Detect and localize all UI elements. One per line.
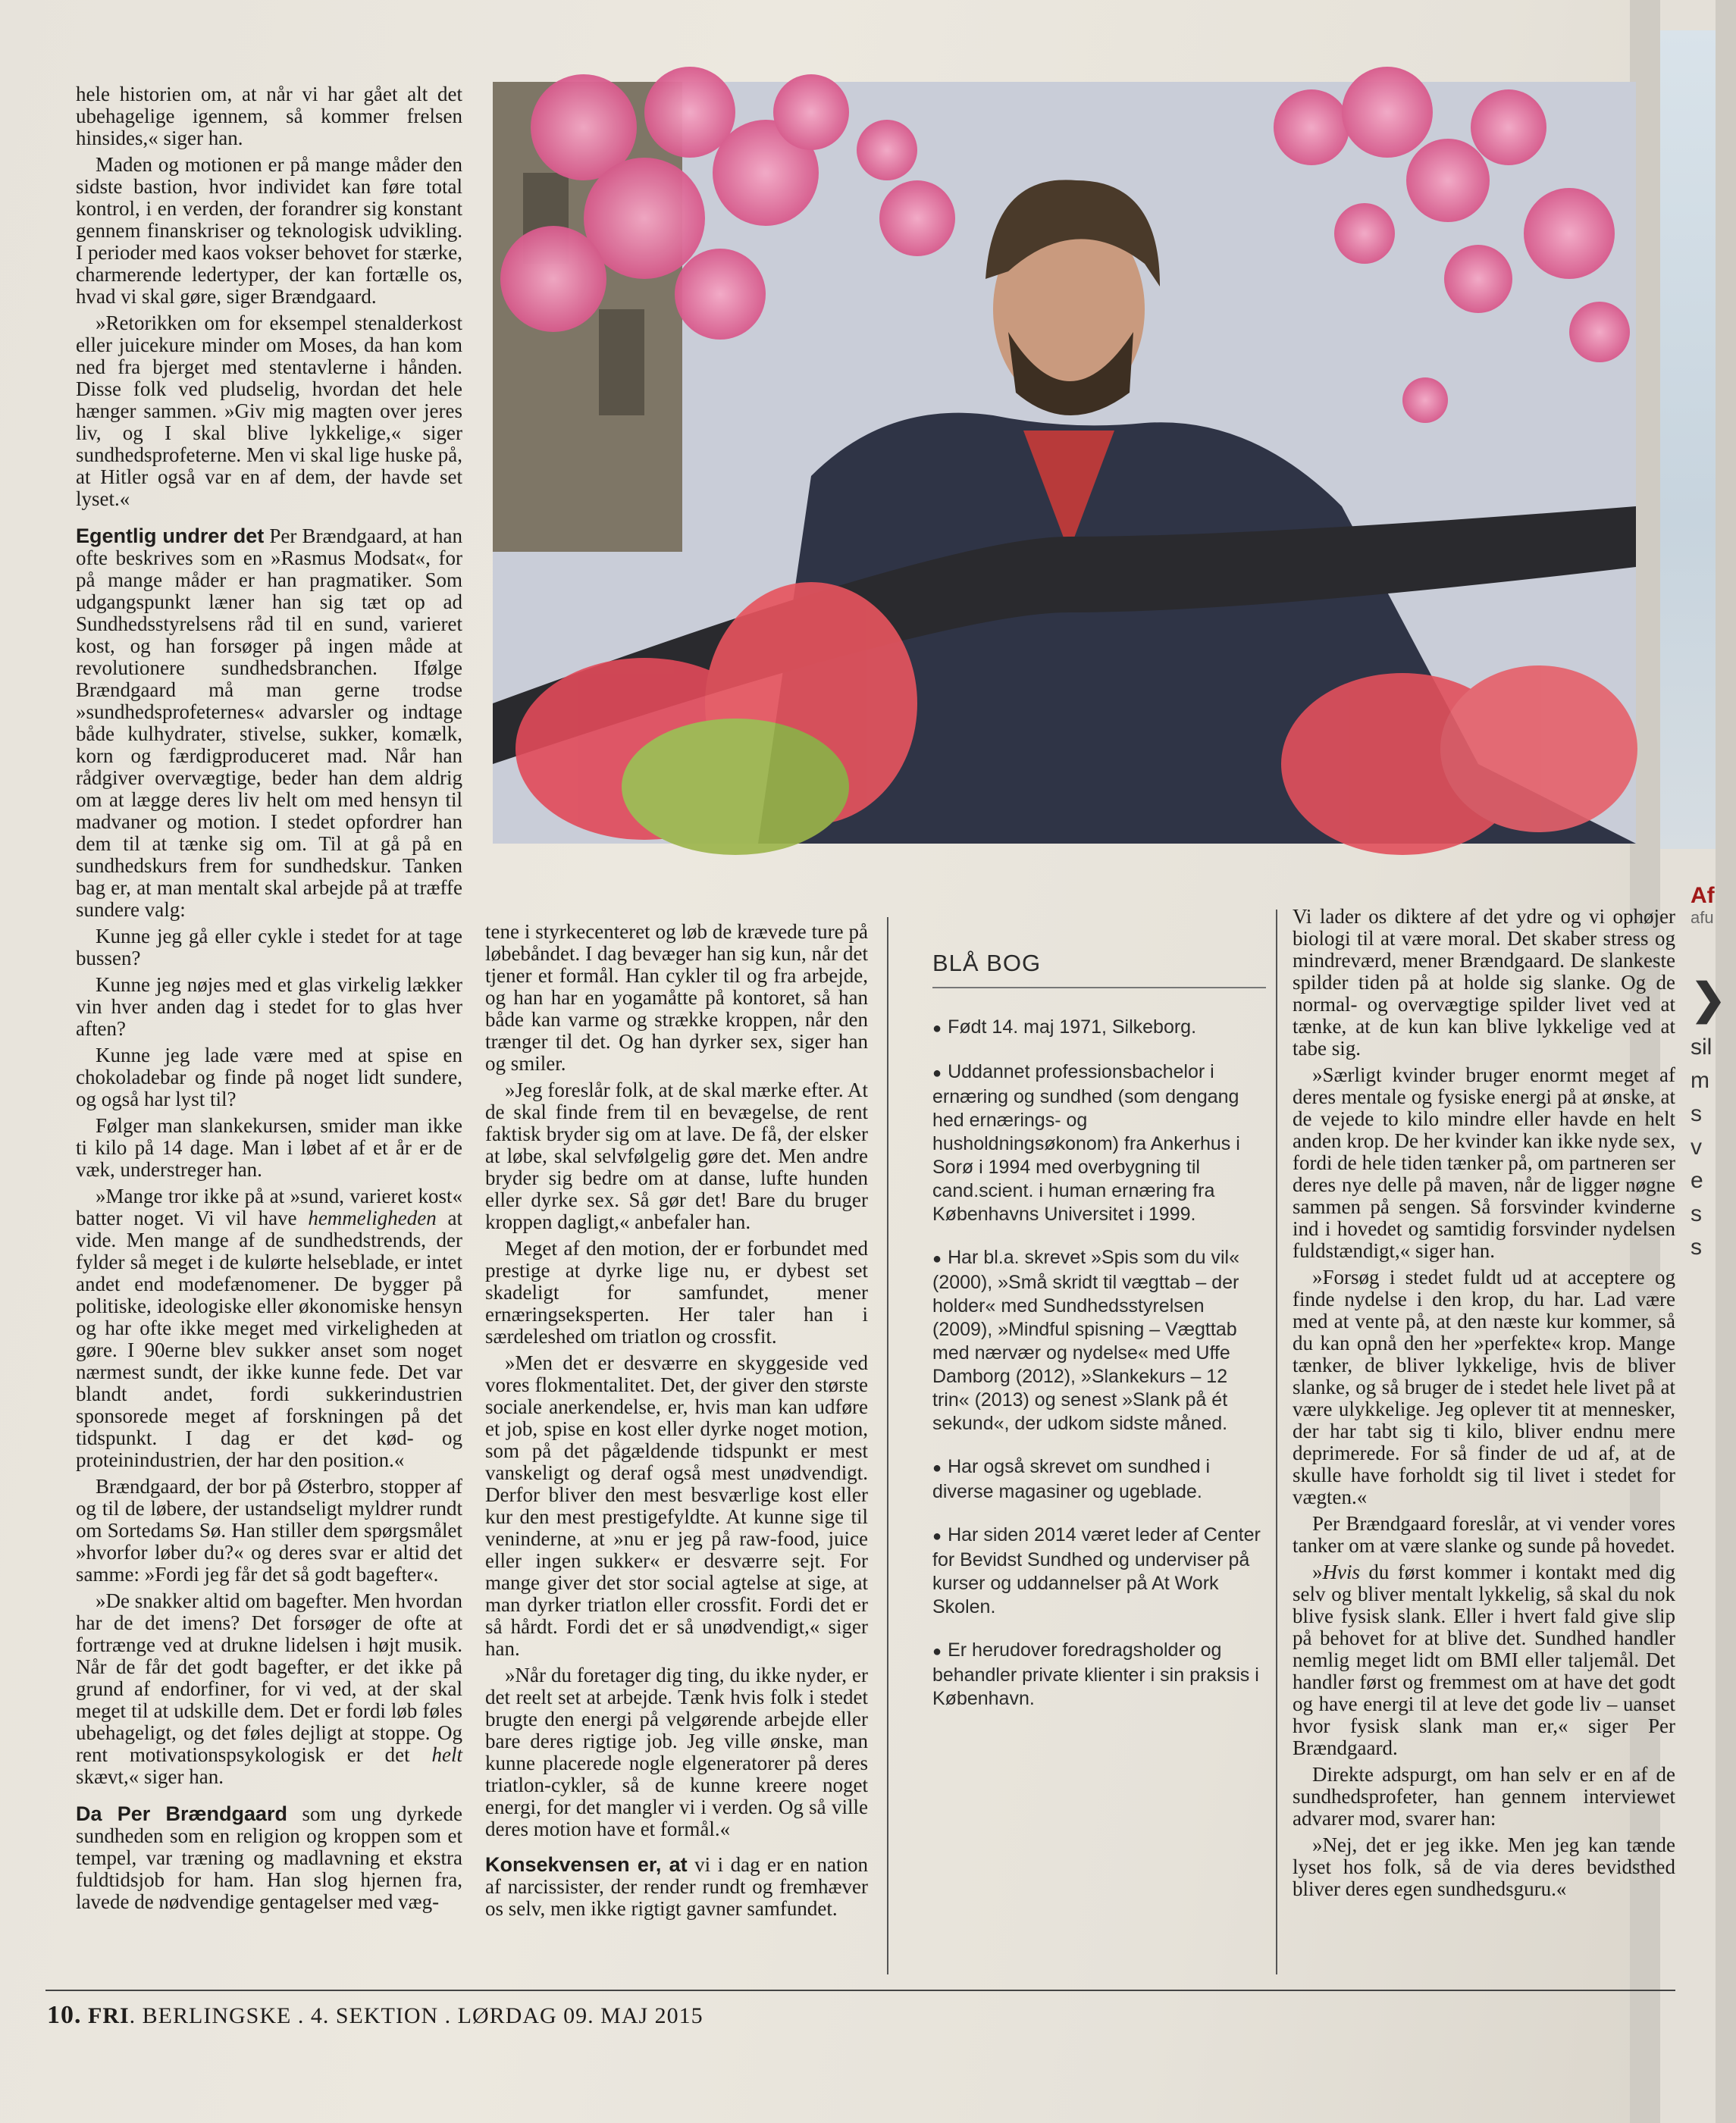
- paragraph: »Nej, det er jeg ikke. Men jeg kan tænde lyset hos folk, så de via deres bevidsthed bliver deres egen sundhedsguru.«: [1293, 1833, 1675, 1900]
- chevron-right-icon: ❯: [1691, 975, 1726, 1022]
- list-item: ● Uddannet professionsbachelor i ernæring og sundhed (som dengang hed ernærings- og husholdningsøkonom) fra Ankerhus i Sorø i 1994 med overbygning til cand.scient. i human ernæring fra Københavns Universitet i 1999.: [932, 1060, 1266, 1226]
- list-item: ● Har bl.a. skrevet »Spis som du vil« (2000), »Små skridt til vægttab – der holder« med Sundhedsstyrelsen (2009), »Mindful spisning – Vægttab med nærvær og nydelse« med Uffe Damborg (2012), »Slankekurs – 12 trin« (2013) og senest »Slank på ét sekund«, der udkom sidste måned.: [932, 1246, 1266, 1436]
- paragraph: »Men det er desværre en skyggeside ved vores flokmentalitet. Det, der giver den største sociale anerkendelse, er, hvis man kan udføre et job, spise en kost eller dyrke noget motion, som på det pågældende tidspunkt er mest vanskeligt og deraf også mest unødvendigt. Derfor bliver den mest besværlige kost eller kur den mest prestigefyldte. At kunne sige til veninderne, at »nu er jeg på raw-food, juice eller ingen sukker« er desværre sejt. For mange giver det stor social agtelse at sige, at man dyrker triatlon eller crossfit. Fordi det er så hårdt. Fordi det er så unødvendigt,« siger han.: [485, 1351, 868, 1660]
- section-lead-in: Egentlig undrer det: [76, 524, 265, 547]
- adjacent-page-map-image: [1660, 30, 1716, 849]
- adjacent-page-text: sil m s v e s s: [1691, 1035, 1712, 1260]
- paragraph: tene i styrkecenteret og løb de krævede ture på løbebåndet. I dag bevæger han sig kun, når det tjener et formål. Han cykler til og fra arbejde, og han har en yogamåtte på kontoret, så han både kan varme og strække kroppen, når den trænger til det. Og han dyrker sex, siger han og smiler.: [485, 920, 868, 1075]
- paragraph: Vi lader os diktere af det ydre og vi ophøjer biologi til at være moral. Det skaber stress og mindreværd, mener Brændgaard. De slankeste spilder tiden på at holde sig slanke. Og de normal- og overvægtige spilder livet ved at tænke, at de kun kan blive lykkelige ved at tabe sig.: [1293, 905, 1675, 1060]
- section-paragraph: Konsekvensen er, at vi i dag er en nation af narcissister, der render rundt og fremhæver os selv, men ikke rigtigt gavner samfundet.: [485, 1853, 868, 1920]
- section-paragraph: Da Per Brændgaard som ung dyrkede sundheden som en religion og kroppen som et tempel, var træning og madlavning et ekstra fuldtidsjob for ham. Han slog hjernen fra, lavede de nødvendige gentagelser med væg-: [76, 1802, 463, 1913]
- paragraph: »Forsøg i stedet fuldt ud at acceptere og finde nydelse i den krop, du har. Lad være med at vente på, at den næste kur kommer, så du kan opnå den her »perfekte« krop. Mange tænker, de bliver lykkelige, hvis de bliver slanke, og så bruger de i stedet hele livet på at være ulykkelige. Jeg oplever tit at mennesker, der har tabt sig ti kilo, bliver endnu mere deprimerede. For så finder de ud af, at de skulle have forholdt sig til livet i stedet for vægten.«: [1293, 1266, 1675, 1508]
- paragraph: Direkte adspurgt, om han selv er en af de sundhedsprofeter, han gennem interviewet advarer mod, svarer han:: [1293, 1763, 1675, 1830]
- paragraph: Følger man slankekursen, smider man ikke ti kilo på 14 dage. Man i løbet af et år er de væk, understreger han.: [76, 1114, 462, 1181]
- section-paragraph: Egentlig undrer det Per Brændgaard, at han ofte beskrives som en »Rasmus Modsat«, for på mange måder er han pragmatiker. Som udgangspunkt læner han sig tæt op ad Sundhedsstyrelsens råd til en sund, varieret kost, og han forsøger på ingen måde at revolutionere sundhedsbranchen. Ifølge Brændgaard må man gerne trodse »sundhedsprofeternes« advarsler og indtage både kulhydrater, stivelse, sukker, komælk, korn og færdigproduceret mad. Når han rådgiver overvægtige, beder han dem aldrig om at lægge deres liv helt om med hensyn til madvaner og motion. I stedet opfordrer han dem til at tænke sig om. Til at gå på en sundhedskurs frem for sundhedskur. Tanken bag er, at man mentalt skal arbejde på at træffe sundere valg:: [76, 524, 462, 921]
- page-footer: [47, 2001, 703, 2030]
- paragraph: »Mange tror ikke på at »sund, varieret kost« batter noget. Vi vil have hemmeligheden at vide. Men mange af de sundhedstrends, der fylder så meget i de kulørte helseblade, er intet andet end modefænomener. De bygger på politiske, ideologiske eller økonomiske hensyn og har ofte ikke meget med virkeligheden at gøre. I 90erne blev sukker anset som noget nærmest sundt, der ikke kunne fede. Det var blandt andet, fordi sukkerindustrien sponsorede meget af forskningen på det tidspunkt. I dag er det kød- og proteinindustrien, der har den position.«: [76, 1185, 462, 1471]
- blaa-bog-factbox: [902, 921, 1266, 1730]
- question: Kunne jeg lade være med at spise en chokoladebar og finde på noget lidt sundere, og også har lyst til?: [76, 1044, 462, 1110]
- paragraph: »Jeg foreslår folk, at de skal mærke efter. At de skal finde frem til en bevægelse, de rent faktisk bryder sig om at lave. De få, der elsker at løbe, skal selvfølgelig gøre det. Men andre bryder sig bedre om at danse, lufte hunden eller dyrke sex. Så gør det! Bare du bruger kroppen dagligt,« anbefaler han.: [485, 1079, 868, 1233]
- paragraph: Per Brændgaard foreslår, at vi vender vores tanker om at være slanke og sunde på hovedet.: [1293, 1512, 1675, 1557]
- section-lead-in: Da Per Brændgaard: [76, 1802, 288, 1825]
- column-rule: [887, 917, 888, 1974]
- question: Kunne jeg nøjes med et glas virkelig lækker vin hver anden dag i stedet for to glas hver aften?: [76, 973, 462, 1040]
- list-item: ● Har også skrevet om sundhed i diverse magasiner og ugeblade.: [932, 1455, 1266, 1504]
- question: Kunne jeg gå eller cykle i stedet for at tage bussen?: [76, 925, 462, 969]
- paragraph: Brændgaard, der bor på Østerbro, stopper af og til de løbere, der ustandseligt myldrer rundt om Sortedams Sø. Han stiller dem spørgsmålet »hvorfor løber du?« og deres svar er altid det samme: »Fordi jeg får det så godt bagefter«.: [76, 1475, 462, 1586]
- paragraph: Maden og motionen er på mange måder den sidste bastion, hvor individet kan føre total kontrol, i en verden, der forandrer sig konstant gennem finanskriser og teknologisk udvikling. I perioder med kaos vokser behovet for stærke, charmerende ledertyper, der kan fortælle os, hvad vi skal gøre, siger Brændgaard.: [76, 153, 462, 308]
- adjacent-page-heading: Af: [1691, 883, 1715, 908]
- footer-rule: [45, 1990, 1675, 1991]
- factbox-title: BLÅ BOG: [932, 950, 1042, 976]
- paragraph: »Hvis du først kommer i kontakt med dig selv og bliver mentalt lykkelig, så skal du nok blive fysisk slank. Eller i hvert fald give slip på behovet for at blive det. Sundhed handler nemlig meget lidt om BMI eller taljemål. Det handler først og fremmest om at have det godt og have energi til at leve det gode liv – uanset hvor fysisk slank man er,« siger Per Brændgaard.: [1293, 1561, 1675, 1759]
- article-column-2: [485, 921, 868, 1924]
- photo-illustration: [493, 82, 1636, 844]
- publication-dateline: . BERLINGSKE . 4. SEKTION . LØRDAG 09. MAJ 2015: [129, 2003, 703, 2028]
- paragraph: Meget af den motion, der er forbundet med prestige at dyrke lige nu, er dybest set skadeligt for samfundet, mener ernæringseksperten. Her taler han i særdeleshed om triatlon og crossfit.: [485, 1237, 868, 1348]
- list-item: ● Har siden 2014 været leder af Center for Bevidst Sundhed og underviser på kurser og uddannelser på At Work Skolen.: [932, 1523, 1266, 1619]
- paragraph: »Særligt kvinder bruger enormt meget af deres mentale og fysiske energi på at ønske, at de vejede to kilo mindre eller havde en helt anden krop. De her kvinder kan ikke nyde sex, fordi de hele tiden tænker på, om partneren ser deres nye delle på maven, når de ligger nøgne sammen på sengen. Så forsvinder kvinderne ind i hovedet og samtidig forsvinder nydelsen fuldstændigt,« siger han.: [1293, 1063, 1675, 1262]
- factbox-list: [902, 1016, 1266, 1711]
- paragraph: »De snakker altid om bagefter. Men hvordan har de det imens? Det forsøger de ofte at fortrænge ved at drukne lidelsen i højt musik. Når de får det godt bagefter, er det ikke på grund af endorfiner, for vi ved, at der skal meget til at udskille dem. Det er fordi løb føles ubehageligt, og det føles dejligt at stoppe. Og rent motivationspsykologisk er det helt skævt,« siger han.: [76, 1589, 462, 1788]
- list-item: ● Er herudover foredragsholder og behandler private klienter i sin praksis i København.: [932, 1639, 1266, 1711]
- paragraph: »Når du foretager dig ting, du ikke nyder, er det reelt set at arbejde. Tænk hvis folk i stedet brugte den energi på velgørende arbejde eller bare deres rigtige job. Jeg ville ønske, man kunne placerede nogle elgeneratorer på deres triatlon-cykler, så de kunne kreere noget energi, for det mangler vi i verden. Og så ville deres motion have et formål.«: [485, 1664, 868, 1840]
- list-item: ● Født 14. maj 1971, Silkeborg.: [932, 1016, 1266, 1041]
- paragraph: hele historien om, at når vi har gået alt det ubehagelige igennem, så kommer frelsen hinsides,« siger han.: [76, 83, 462, 149]
- article-column-1: [76, 83, 462, 1918]
- section-lead-in: Konsekvensen er, at: [485, 1853, 688, 1876]
- column-rule: [1276, 910, 1277, 1974]
- paragraph: »Retorikken om for eksempel stenalderkost eller juicekure minder om Moses, da han kom ned fra bjerget med stentavlerne i hånden. Disse folk ved pludselig, hvordan det hele hænger sammen. »Giv mig magten over jeres liv, og I skal blive lykkelige,« siger sundhedsprofeterne. Men vi skal lige huske på, at Hitler også var en af dem, der havde set lyset.«: [76, 312, 462, 510]
- factbox-divider: [932, 987, 1266, 988]
- section-name: FRI: [88, 2003, 130, 2028]
- page-number: 10.: [47, 2001, 82, 2029]
- portrait-photo: [493, 82, 1636, 844]
- adjacent-page-byline: afu: [1691, 908, 1714, 927]
- article-column-3: [1293, 906, 1675, 1905]
